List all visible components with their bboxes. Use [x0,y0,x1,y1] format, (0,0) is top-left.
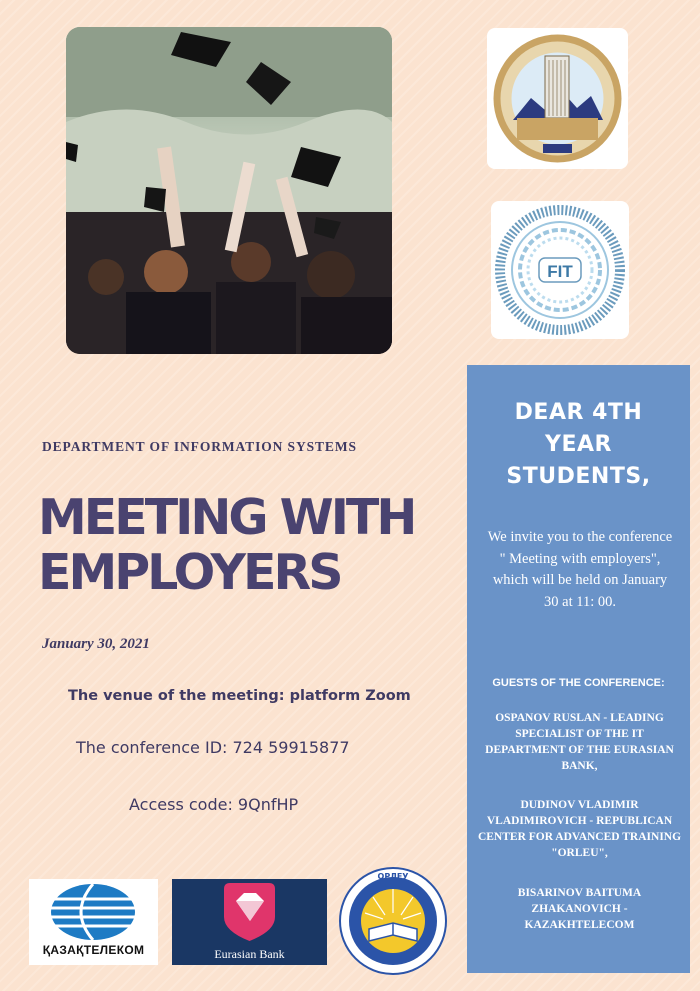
greeting-line-2: YEAR [545,432,612,457]
page-title [38,490,414,600]
title-line-2: EMPLOYERS [38,544,341,601]
fit-text: FIT [547,262,573,281]
greeting-heading [467,397,690,493]
guest-item: OSPANOV RUSLAN - LEADING SPECIALIST OF THE IT DEPARTMENT OF THE EURASIAN BANK, [485,712,674,772]
conference-id: The conference ID: 724 59915877 [76,738,350,757]
title-line-1: MEETING WITH [38,489,415,546]
kazakhtelecom-label: ҚАЗАҚТЕЛЕКОМ [42,943,145,957]
eurasian-bank-logo [172,879,327,965]
graduation-photo [66,27,392,354]
guest-item: BISARINOV BAITUMA ZHAKANOVICH - KAZAKHTELECOM [517,887,642,931]
orleu-text: ОРЛЕУ [377,872,409,881]
access-code: Access code: 9QnfHP [129,795,299,814]
invitation-text: We invite you to the conference " Meeting with employers", which will be held on January 30 at 11: 00. [487,529,673,610]
guests-heading: GUESTS OF THE CONFERENCE: [492,677,665,689]
greeting-line-3: STUDENTS, [506,464,651,489]
department-label: DEPARTMENT OF INFORMATION SYSTEMS [42,439,357,454]
eurasian-bank-label: Eurasian Bank [214,947,285,961]
fit-logo [491,201,629,339]
kaznu-logo [487,28,628,169]
guest-item: DUDINOV VLADIMIR VLADIMIROVICH - REPUBLICAN CENTER FOR ADVANCED TRAINING "ORLEU", [477,799,682,859]
venue-text: The venue of the meeting: platform Zoom [68,688,411,704]
greeting-line-1: DEAR 4TH [514,400,643,425]
orleu-logo [339,867,447,975]
invitation-panel [467,365,690,973]
event-date: January 30, 2021 [42,636,150,652]
kazakhtelecom-logo [29,879,158,965]
